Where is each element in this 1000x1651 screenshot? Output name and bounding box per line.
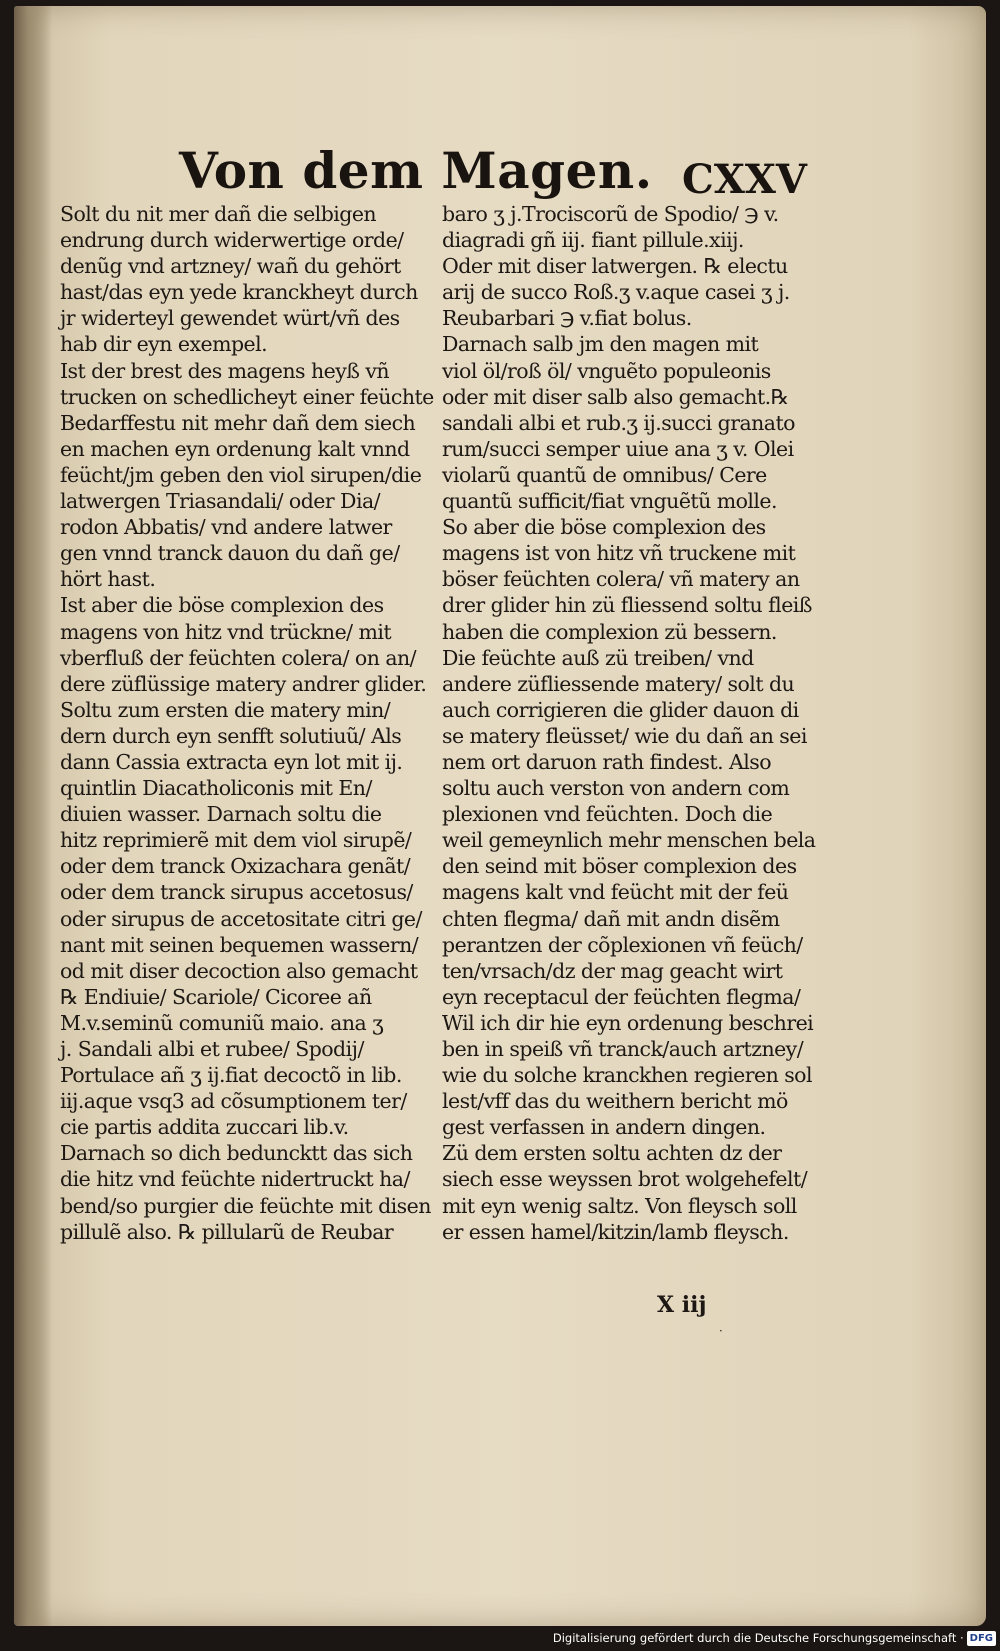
text-column-left	[60, 201, 440, 1245]
text-line: haben die complexion zü bessern.	[442, 619, 777, 644]
text-line: Darnach salb jm den magen mit	[442, 332, 759, 357]
text-line: hast/das eyn yede kranckheyt durch	[60, 280, 418, 305]
text-line: chten flegma/ dañ mit andn disẽm	[442, 906, 780, 931]
text-line: rum/succi semper uiue ana ʒ v. Olei	[442, 436, 794, 461]
ink-mark: ·	[719, 1324, 723, 1338]
text-line: böser feüchten colera/ vñ matery an	[442, 567, 800, 592]
text-line: latwergen Triasandali/ oder Dia/	[60, 489, 380, 514]
text-line: oder dem tranck sirupus accetosus/	[60, 880, 413, 905]
text-line: lest/vff das du weithern bericht mö	[442, 1089, 788, 1114]
text-line: perantzen der cõplexionen vñ feüch/	[442, 932, 803, 957]
text-line: gest verfassen in andern dingen.	[442, 1115, 766, 1140]
text-line: nem ort daruon rath findest. Also	[442, 749, 772, 774]
text-line: So aber die böse complexion des	[442, 515, 766, 540]
text-line: Reubarbari ℈ v.fiat bolus.	[442, 306, 692, 331]
text-line: trucken on schedlicheyt einer feüchte	[60, 384, 434, 409]
dfg-logo: DFG	[967, 1631, 996, 1646]
text-line: en machen eyn ordenung kalt vnnd	[60, 436, 410, 461]
text-line: quintlin Diacatholiconis mit En/	[60, 776, 372, 801]
text-line: magens von hitz vnd trückne/ mit	[60, 619, 392, 644]
text-line: endrung durch widerwertige orde/	[60, 228, 404, 253]
text-line: dern durch eyn senfft solutiuũ/ Als	[60, 723, 402, 748]
text-line: dann Cassia extracta eyn lot mit ij.	[60, 749, 403, 774]
folio-number: CXXV	[682, 156, 807, 203]
signature-mark: X iij	[657, 1292, 707, 1318]
text-column-right	[442, 201, 822, 1245]
text-line: drer glider hin zü fliessend soltu fleiß	[442, 593, 812, 618]
text-line: iij.aque vsq3 ad cõsumptionem ter/	[60, 1089, 407, 1114]
text-line: auch corrigieren die glider dauon di	[442, 697, 799, 722]
text-line: oder mit diser salb also gemacht.℞	[442, 384, 789, 409]
text-line: wie du solche kranckhen regieren sol	[442, 1063, 812, 1088]
digitization-footer	[553, 1627, 996, 1649]
text-line: oder dem tranck Oxizachara genãt/	[60, 854, 411, 879]
text-line: Soltu zum ersten die matery min/	[60, 697, 391, 722]
text-line: sandali albi et rub.ʒ ij.succi granato	[442, 410, 795, 435]
text-line: oder sirupus de accetositate citri ge/	[60, 906, 422, 931]
text-line: Portulace añ ʒ ij.fiat decoctõ in lib.	[60, 1063, 402, 1088]
text-line: quantũ sufficit/fiat vnguẽtũ molle.	[442, 489, 777, 514]
text-line: hitz reprimierẽ mit dem viol sirupẽ/	[60, 828, 412, 853]
text-line: hab dir eyn exempel.	[60, 332, 268, 357]
text-line: se matery fleüsset/ wie du dañ an sei	[442, 723, 807, 748]
text-line: jr widerteyl gewendet würt/vñ des	[60, 306, 400, 331]
text-line: violarũ quantũ de omnibus/ Cere	[442, 462, 767, 487]
text-line: Ist der brest des magens heyß vñ	[60, 358, 390, 383]
text-line: rodon Abbatis/ vnd andere latwer	[60, 515, 392, 540]
text-line: Zü dem ersten soltu achten dz der	[442, 1141, 782, 1166]
text-line: magens ist von hitz vñ truckene mit	[442, 541, 796, 566]
text-line: diagradi gñ iij. fiant pillule.xiij.	[442, 228, 744, 253]
text-line: bend/so purgier die feüchte mit disen	[60, 1193, 431, 1218]
text-line: hört hast.	[60, 567, 156, 592]
page-gutter-shadow	[14, 6, 52, 1626]
text-line: weil gemeynlich mehr menschen bela	[442, 828, 816, 853]
text-line: M.v.seminũ comuniũ maio. ana ʒ	[60, 1010, 384, 1035]
text-line: Ist aber die böse complexion des	[60, 593, 384, 618]
text-line: diuien wasser. Darnach soltu die	[60, 802, 382, 827]
text-line: j. Sandali albi et rubee/ Spodij/	[60, 1037, 364, 1061]
text-line: vberfluß der feüchten colera/ on an/	[60, 645, 417, 670]
text-line: Oder mit diser latwergen. ℞ electu	[442, 254, 788, 279]
text-line: eyn receptacul der feüchten flegma/	[442, 984, 801, 1009]
text-line: arij de succo Roß.ʒ v.aque casei ʒ j.	[442, 280, 790, 305]
text-line: baro ʒ j.Trociscorũ de Spodio/ ℈ v.	[442, 202, 779, 226]
text-line: siech esse weyssen brot wolgehefelt/	[442, 1167, 808, 1192]
text-line: feücht/jm geben den viol sirupen/die	[60, 462, 422, 487]
text-line: Bedarffestu nit mehr dañ dem siech	[60, 410, 416, 435]
text-line: nant mit seinen bequemen wassern/	[60, 932, 419, 957]
text-line: od mit diser decoction also gemacht	[60, 958, 418, 983]
text-line: den seind mit böser complexion des	[442, 854, 797, 879]
text-line: Die feüchte auß zü treiben/ vnd	[442, 645, 754, 670]
text-line: magens kalt vnd feücht mit der feü	[442, 880, 789, 905]
text-line: soltu auch verston von andern com	[442, 776, 790, 801]
text-line: Wil ich dir hie eyn ordenung beschrei	[442, 1010, 814, 1035]
text-line: ben in speiß vñ tranck/auch artzney/	[442, 1037, 804, 1061]
text-line: ten/vrsach/dz der mag geacht wirt	[442, 958, 783, 983]
text-line: cie partis addita zuccari lib.v.	[60, 1115, 349, 1140]
text-line: denũg vnd artzney/ wañ du gehört	[60, 254, 401, 279]
text-line: mit eyn wenig saltz. Von fleysch soll	[442, 1193, 797, 1218]
running-title: Von dem Magen.	[179, 141, 653, 200]
text-line: Darnach so dich beduncktt das sich	[60, 1141, 413, 1166]
text-line: Solt du nit mer dañ die selbigen	[60, 202, 377, 226]
text-line: die hitz vnd feüchte nidertruckt ha/	[60, 1167, 410, 1192]
text-line: ℞ Endiuie/ Scariole/ Cicoree añ	[60, 984, 372, 1009]
text-line: gen vnnd tranck dauon du dañ ge/	[60, 541, 400, 566]
book-page	[14, 6, 986, 1626]
text-line: er essen hamel/kitzin/lamb fleysch.	[442, 1219, 789, 1244]
text-line: andere züfliessende matery/ solt du	[442, 671, 795, 696]
footer-credit: Digitalisierung gefördert durch die Deutsche Forschungsgemeinschaft ·	[552, 1631, 964, 1645]
text-line: viol öl/roß öl/ vnguẽto populeonis	[442, 358, 771, 383]
text-line: plexionen vnd feüchten. Doch die	[442, 802, 773, 827]
text-line: dere züflüssige matery andrer glider.	[60, 671, 427, 696]
text-line: pillulẽ also. ℞ pillularũ de Reubar	[60, 1219, 394, 1244]
